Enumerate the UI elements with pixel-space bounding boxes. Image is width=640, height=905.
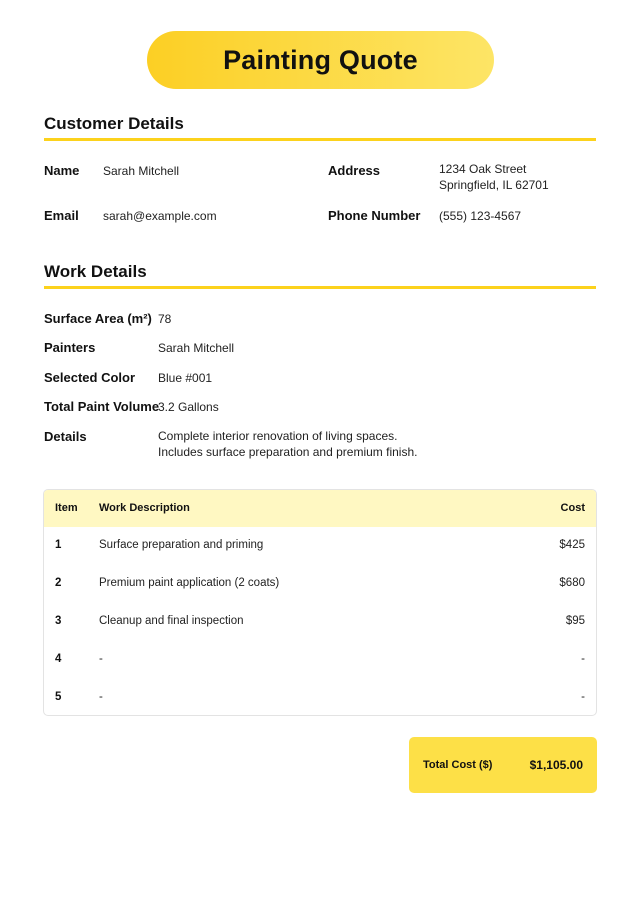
row-cost: - — [581, 691, 585, 703]
table-row — [44, 679, 596, 716]
item-column-header: Item — [55, 502, 78, 514]
details-line1: Complete interior renovation of living spaces. — [158, 429, 398, 443]
address-line2: Springfield, IL 62701 — [439, 178, 549, 192]
total-cost-box — [409, 737, 597, 793]
selected-color-value: Blue #001 — [158, 371, 213, 385]
table-row — [44, 565, 596, 603]
row-item-number: 3 — [55, 615, 62, 627]
painters-value: Sarah Mitchell — [158, 341, 235, 355]
email-value: sarah@example.com — [103, 209, 217, 223]
row-description: Surface preparation and priming — [99, 539, 264, 551]
painters-label: Painters — [44, 340, 96, 355]
phone-value: (555) 123-4567 — [439, 209, 522, 223]
row-item-number: 5 — [55, 691, 62, 703]
selected-color-label: Selected Color — [44, 370, 136, 385]
row-cost: - — [581, 653, 585, 665]
total-cost-value: $1,105.00 — [529, 758, 583, 772]
details-line2: Includes surface preparation and premium finish. — [158, 445, 418, 459]
row-item-number: 2 — [55, 577, 62, 589]
name-value: Sarah Mitchell — [103, 164, 180, 178]
customer-details-heading: Customer Details — [44, 114, 184, 133]
address-label: Address — [328, 163, 381, 178]
paint-volume-label: Total Paint Volume — [44, 399, 160, 414]
cost-column-header: Cost — [560, 502, 585, 514]
page-title: Painting Quote — [223, 44, 418, 75]
row-description: Cleanup and final inspection — [99, 615, 244, 627]
name-label: Name — [44, 163, 80, 178]
work-items-table — [43, 489, 597, 716]
table-header — [44, 490, 596, 527]
row-item-number: 1 — [55, 539, 62, 551]
surface-area-label: Surface Area (m²) — [44, 311, 152, 326]
phone-label: Phone Number — [328, 208, 421, 223]
total-cost-label: Total Cost ($) — [423, 759, 493, 771]
table-row — [44, 527, 596, 565]
row-description: Premium paint application (2 coats) — [99, 577, 280, 589]
surface-area-value: 78 — [158, 312, 172, 326]
details-label: Details — [44, 429, 87, 444]
row-cost: $680 — [559, 577, 585, 589]
row-cost: $425 — [559, 539, 585, 551]
table-row — [44, 603, 596, 641]
paint-volume-value: 3.2 Gallons — [158, 400, 219, 414]
row-description: - — [99, 691, 103, 703]
row-description: - — [99, 653, 103, 665]
work-details-divider — [44, 286, 596, 289]
email-label: Email — [44, 208, 79, 223]
table-row — [44, 641, 596, 679]
work-details-heading: Work Details — [44, 262, 147, 281]
row-cost: $95 — [565, 615, 585, 627]
row-item-number: 4 — [55, 653, 62, 665]
title-banner — [147, 31, 494, 89]
customer-details-divider — [44, 138, 596, 141]
address-line1: 1234 Oak Street — [439, 162, 527, 176]
description-column-header: Work Description — [99, 502, 190, 514]
